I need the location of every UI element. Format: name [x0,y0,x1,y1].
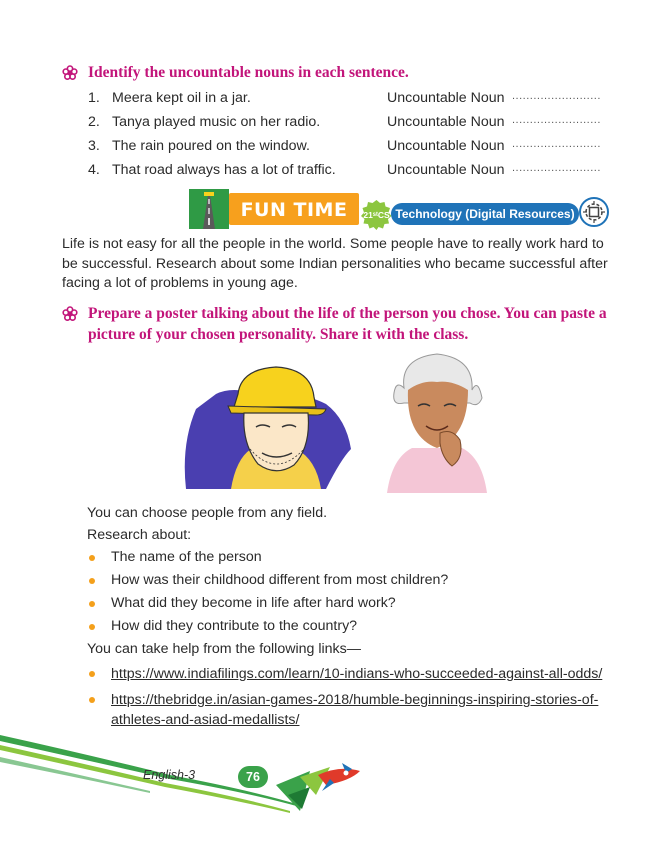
sentence-text: Tanya played music on her radio. [112,114,321,130]
road-icon [189,189,229,229]
list-item-text: How did they contribute to the country? [111,618,358,634]
intro-paragraph: Life is not easy for all the people in the world. Some people have to really work hard to be successful. Research about some Indian personalities who became successful after facing a lot of problems in young age. [62,236,608,291]
sentence-list [88,88,628,184]
uncountable-noun-label: Uncountable Noun [387,90,505,106]
chip-gear-icon [578,196,610,228]
sentence-row [88,112,628,136]
resource-link[interactable]: https://www.indiafilings.com/learn/10-indians-who-succeeded-against-all-odds/ [111,666,603,682]
resource-link[interactable]: https://thebridge.in/asian-games-2018/humble-beginnings-inspiring-stories-of-athletes-and-asiad-medallists/ [111,692,599,728]
rocket-icon [318,763,360,791]
list-item [87,546,627,569]
link-item [87,664,627,684]
sentence-text: That road always has a lot of traffic. [112,162,336,178]
sentence-text: The rain poured on the window. [112,138,310,154]
flower-bullet-icon [62,65,78,81]
bullet-dot-icon [89,578,95,584]
page-number: 76 [238,766,268,788]
technology-digital-resources-label: Technology (Digital Resources) [391,203,579,225]
uncountable-noun-label: Uncountable Noun [387,162,505,178]
research-intro-line: You can choose people from any field. [87,505,328,521]
fun-time-box [229,193,359,225]
cricketer-sketch-illustration [176,349,356,489]
apj-kalam-portrait-illustration [382,348,492,493]
bullet-dot-icon [89,601,95,607]
research-about-label: Research about: [87,527,192,543]
answer-blank[interactable]: ......................... [512,162,601,174]
task-heading [62,303,622,345]
list-item-text: The name of the person [111,549,262,565]
links-intro: You can take help from the following links— [87,641,361,657]
sentence-row [88,88,628,112]
uncountable-noun-label: Uncountable Noun [387,138,505,154]
answer-blank[interactable]: ......................... [512,90,601,102]
21st-century-skills-badge-icon [360,199,393,230]
bullet-dot-icon [89,697,95,703]
footer-swoosh-decoration [0,715,667,847]
bullet-dot-icon [89,555,95,561]
uncountable-noun-label: Uncountable Noun [387,114,505,130]
fun-time-banner [189,189,359,229]
sentence-number: 2. [88,114,100,130]
badge-text: 21ˢᵗCS [363,210,390,220]
sentence-row [88,160,628,184]
bullet-dot-icon [89,671,95,677]
sentence-number: 3. [88,138,100,154]
flower-bullet-icon [62,306,78,322]
list-item-text: How was their childhood different from most children? [111,572,449,588]
book-name: English-3 [143,768,196,782]
sentence-text: Meera kept oil in a jar. [112,90,251,106]
list-item [87,615,627,638]
answer-blank[interactable]: ......................... [512,114,601,126]
task-heading-text: Prepare a poster talking about the life of the person you chose. You can paste a picture of your chosen personality. Share it with the class. [88,305,607,343]
list-item [87,569,627,592]
sentence-number: 1. [88,90,100,106]
research-section [87,502,627,736]
sentence-row [88,136,628,160]
bullet-dot-icon [89,624,95,630]
answer-blank[interactable]: ......................... [512,138,601,150]
sentence-number: 4. [88,162,100,178]
list-item [87,592,627,615]
fun-time-title: FUN TIME [240,199,348,221]
exercise-heading-text: Identify the uncountable nouns in each sentence. [88,64,409,81]
list-item-text: What did they become in life after hard work? [111,595,396,611]
